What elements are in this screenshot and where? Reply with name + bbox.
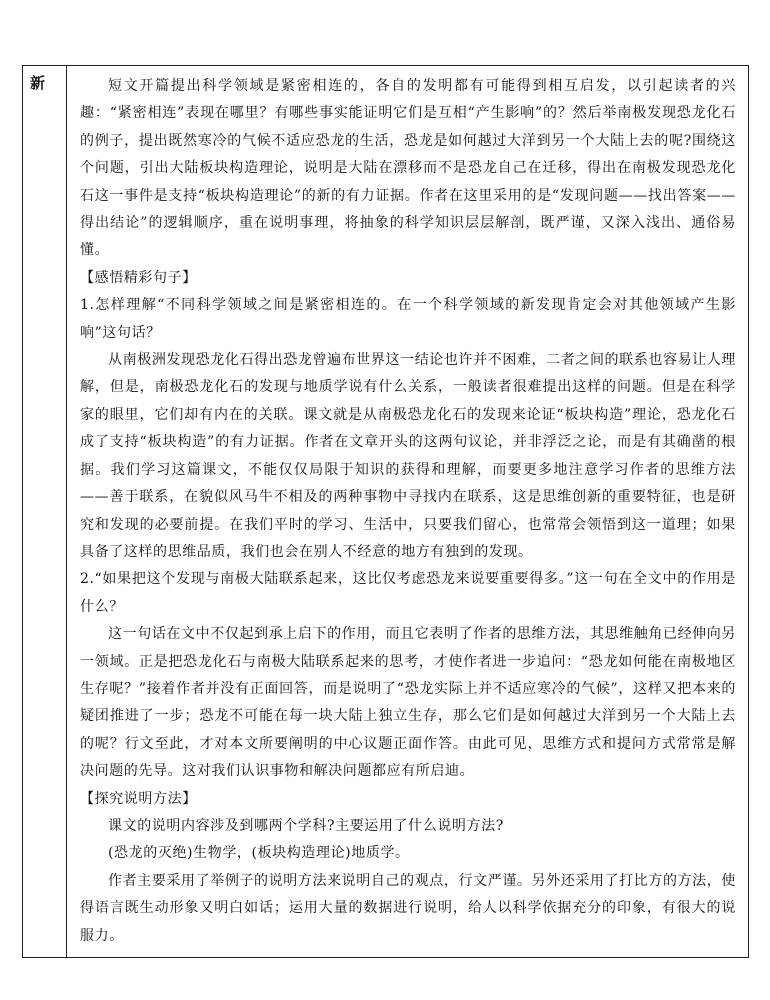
answer-2: 这一句话在文中不仅起到承上启下的作用，而且它表明了作者的思维方法，其思维触角已经伸向另一领域。正是把恐龙化石与南极大陆联系起来的思考，才使作者进一步追问：“恐龙如何能在南极地区生存呢？”接着作者并没有正面回答，而是说明了“恐龙实际上并不适应寒冷的气候”，这样又把本来的疑团推进了一步；恐龙不可能在每一块大陆上独立生存，那么它们是如何越过大洋到另一个大陆上去的呢？行文至此，才对本文所要阐明的中心议题正面作答。由此可见，思维方式和提问方式常常是解决问题的先导。这对我们认识事物和解决问题都应有所启迪。 (80, 626, 736, 780)
answer-1: 从南极洲发现恐龙化石得出恐龙曾遍布世界这一结论也许并不困难，二者之间的联系也容易让人理解，但是，南极恐龙化石的发现与地质学说有什么关系，一般读者很难提出这样的问题。但是在科学家的眼里，它们却有内在的关联。课文就是从南极恐龙化石的发现来论证“板块构造”理论，恐龙化石成了支持“板块构造”的有力证据。作者在文章开头的这两句议论，并非浮泛之论，而是有其确凿的根据。我们学习这篇课文，不能仅仅局限于知识的获得和理解，而要更多地注意学习作者的思维方法——善于联系，在貌似风马牛不相及的两种事物中寻找内在联系，这是思维创新的重要特征，也是研究和发现的必要前提。在我们平时的学习、生活中，只要我们留心，也常常会领悟到这一道理；如果具备了这样的思维品质，我们也会在别人不经意的地方有独到的发现。 (80, 352, 736, 560)
section-heading-methods: 【探究说明方法】 (80, 790, 197, 807)
answer-3-subjects: (恐龙的灭绝)生物学，(板块构造理论)地质学。 (108, 845, 410, 862)
side-column (23, 66, 67, 957)
content-cell (80, 73, 736, 950)
answer-3-methods: 作者主要采用了举例子的说明方法来说明自己的观点，行文严谨。另外还采用了打比方的方法，使得语言既生动形象又明白如话；运用大量的数据进行说明，给人以科学依据充分的印象，有很大的说服力。 (80, 872, 736, 944)
document-table (22, 65, 749, 958)
question-1: 1.怎样理解“不同科学领域之间是紧密相连的。在一个科学领域的新发现肯定会对其他领域产生影响”这句话？ (80, 297, 736, 341)
question-3: 课文的说明内容涉及到哪两个学科?主要运用了什么说明方法? (108, 817, 504, 834)
intro-paragraph: 短文开篇提出科学领域是紧密相连的，各自的发明都有可能得到相互启发，以引起读者的兴趣：“紧密相连”表现在哪里？有哪些事实能证明它们是互相“产生影响”的？然后举南极发现恐龙化石的例子，提出既然寒冷的气候不适应恐龙的生活，恐龙是如何越过大洋到另一个大陆上去的呢?围绕这个问题，引出大陆板块构造理论，说明是大陆在漂移而不是恐龙自己在迁移，得出在南极发现恐龙化石这一事件是支持“板块构造理论”的新的有力证据。作者在这里采用的是“发现问题——找出答案——得出结论”的逻辑顺序，重在说明事理，将抽象的科学知识层层解剖，既严谨，又深入浅出、通俗易懂。 (80, 78, 736, 259)
question-2: 2.“如果把这个发现与南极大陆联系起来，这比仅考虑恐龙来说要重要得多。”这一句在全文中的作用是什么？ (80, 571, 736, 615)
section-heading-sentences: 【感悟精彩句子】 (80, 269, 197, 286)
side-label: 新 (30, 74, 46, 92)
